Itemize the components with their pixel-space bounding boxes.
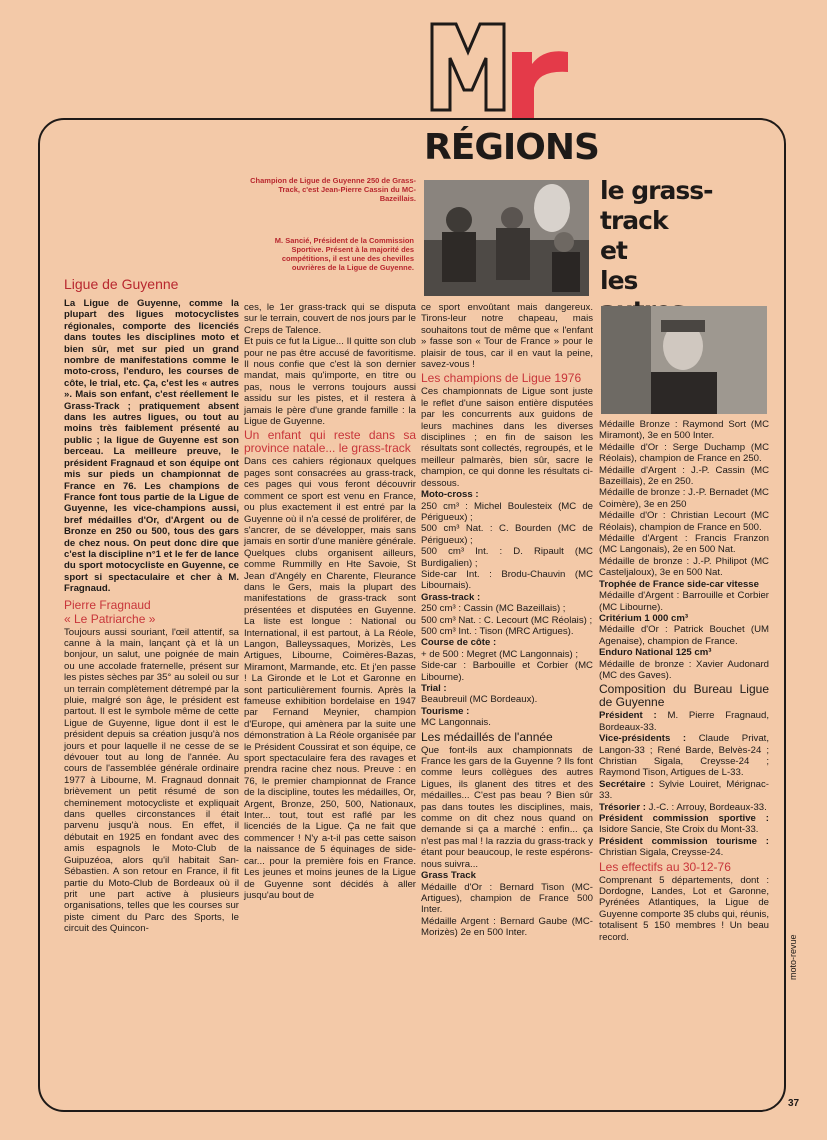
result-line: 250 cm³ : Cassin (MC Bazeillais) ; <box>421 603 566 615</box>
paragraph: ce sport envoûtant mais dangereux. Tirons-leur notre chapeau, mais souhaitons tout de même que « l'enfant » fasse son « Tour de France » pour le plaisir de tous, car il en vaut la peine, savez-vous ! <box>421 302 593 371</box>
bureau-person: Sylvie Louiret, Mérignac-33. <box>599 778 770 802</box>
bureau-entry <box>599 813 769 836</box>
subheading-effectifs: Les effectifs au 30-12-76 <box>599 859 731 874</box>
subheading-enfant: Un enfant qui reste dans sa province natale... le grass-track <box>244 428 416 456</box>
bureau-entry <box>599 733 769 779</box>
result-line: 500 cm³ Nat. : C. Lecourt (MC Réolais) ; <box>421 614 593 626</box>
bureau-list <box>599 710 769 858</box>
result-line: Médaille d'Or : Patrick Bouchet (UM Agenaise), champion de France. <box>599 624 769 647</box>
category-heading: Grass Track <box>421 870 476 882</box>
result-line: Médaille d'Or : Christian Lecourt (MC Réolais), champion de France en 500. <box>599 510 769 533</box>
category-heading: Tourisme : <box>421 705 470 717</box>
heading-ligue: Ligue de Guyenne <box>64 276 179 292</box>
article-title: le grass-track et les <box>600 176 713 295</box>
category-heading: Grass-track : <box>421 591 481 603</box>
subheading-champions: Les champions de Ligue 1976 <box>421 371 582 386</box>
results-list <box>421 489 593 729</box>
bureau-entry <box>599 836 769 859</box>
result-line: + de 500 : Megret (MC Langonnais) ; <box>421 648 579 660</box>
category-heading: Moto-cross : <box>421 489 479 501</box>
subheading-medailles: Les médaillés de l'année <box>421 729 553 744</box>
subheading-bureau: Composition du Bureau Ligue de Guyenne <box>599 682 769 710</box>
bureau-entry <box>599 802 769 813</box>
paragraph: Médaille d'Or : Bernard Tison (MC-Artigues), champion de France 500 Inter. <box>421 881 593 916</box>
column-2 <box>244 302 416 901</box>
bureau-entry <box>599 779 769 802</box>
result-line: Médaille d'Argent : J.-P. Cassin (MC Bazeillais), 2e en 250. <box>599 464 769 488</box>
paragraph: Ces championnats de Ligue sont juste le reflet d'une saison entière disputées par les concurrents aux guidons de leurs machines dans les diverses disciplines ; en fin de saison les résultats sont collectés, regroupés, et le meilleur palmarès, bien sûr, sacre le champion, ce qui donne les résultats ci-dessous. <box>421 386 593 489</box>
category-heading: Trophée de France side-car vitesse <box>599 578 759 590</box>
paragraph: Que font-ils aux championnats de France les gars de la Guyenne ? Ils font comme leurs collègues des autres Ligues, ils glanent des titres et des médailles... C'est pas beau ? Bien sûr pas dans toutes les disciplines, mais, comme on dit chez nous quand on demande si ça a marché : enfin... ça n'est pas mal ! la razzia du grass-track y étant pour beaucoup, le reste espérons-nous suivra... <box>421 744 593 870</box>
category-heading: Trial : <box>421 683 447 694</box>
subheading-patriarche: « Le Patriarche » <box>64 611 156 626</box>
bureau-role: Président : <box>599 710 657 722</box>
bureau-role: Président commission sportive : <box>599 813 769 824</box>
bureau-role: Président commission tourisme : <box>599 835 769 847</box>
paragraph: ces, le 1er grass-track qui se disputa sur le terrain, couvert de nos jours par le Creps de Talence. <box>244 302 416 336</box>
paragraph: Comprenant 5 départements, dont : Dordogne, Landes, Lot et Garonne, Pyrénées Atlantiques, la Ligue de Guyenne comporte 35 clubs qui, réunis, totalisent 5 150 membres ! Un beau record. <box>599 874 769 943</box>
paragraph: Et puis ce fut la Ligue... Il quitte son club pour ne pas être accusé de favoritisme. Il nous confie que c'est là son dernier mandat, mais qu'importe, en titre ou pas, nous le verrons toujours aussi assidu sur les pistes, et il restera à jamais le père d'une grande famille : la Ligue de Guyenne. <box>244 336 416 428</box>
result-line: Médaille d'Argent : Francis Franzon (MC Langonais), 2e en 500 Nat. <box>599 533 769 556</box>
bureau-person: J.-C. : Arrouy, Bordeaux-33. <box>648 801 767 813</box>
mr-logo <box>428 18 578 118</box>
result-line: Médaille de bronze : J.-P. Philipot (MC Casteljaloux), 3e en 500 Nat. <box>599 555 769 579</box>
bureau-role: Secrétaire : <box>599 778 654 790</box>
category-heading: Enduro National 125 cm³ <box>599 647 712 659</box>
bureau-role: Vice-présidents : <box>599 733 687 745</box>
result-line: Side-car Int. : Brodu-Chauvin (MC Libournais). <box>421 568 593 592</box>
result-line: 500 cm³ Nat. : C. Bourden (MC de Périgueux) ; <box>421 523 593 546</box>
result-line: Médaille Bronze : Raymond Sort (MC Miramont), 3e en 500 Inter. <box>599 419 769 442</box>
paragraph: Médaille Argent : Bernard Gaube (MC-Morizès) 2e en 500 Inter. <box>421 915 593 939</box>
result-line: 500 cm³ Int. : D. Ripault (MC Burdigalien) ; <box>421 546 593 569</box>
bureau-person: M. Pierre Fragnaud, Bordeaux-33. <box>599 710 769 733</box>
body-paragraph: Dans ces cahiers régionaux quelques pages sont consacrées au grass-track, ces pages qui vous feront découvrir comment ce sport est venu en France, ou plus exactement il est entré par la Guyenne où il n'a cessé de proliférer, de s'ancrer, de se développer, mais sans jamais en sortir d'une manière générale. Quelques clubs organisent ailleurs, comme Rummilly en Hte Savoie, St Jean d'Angély en Charente, Fleurance dans le Gers, mais la plupart des manifestations de grass-track sont présentées et disputées en Guyenne. La liste est longue : National ou International, il est partout, à La Réole, Langon, Balleyssaques, Morizès, Les Artigues, Libourne, Coimères-Bazas, Miramont, Marmande, etc. Et j'en passe ! La Gironde et le Lot et Garonne en sont particulièrement fournis. Après la fameuse exhibition bordelaise en 1947 par Fernand Meynier, champion d'Europe, qui amènera par la suite une démonstration à La Réole organisée par le Président Coussirat et son équipe, ce sport spectaculaire fera des ravages et prendra racine chez nous. Preuve : en 76, le premier championnat de France de la discipline, toutes les médailles, Or, Argent, Bronze, 250, 500, Nationaux, Inter... tout, tout est raflé par les licenciés de la Ligue. Ça ne fait que commencer ! N'y a-t-il pas cette saison la naissance de 5 équinages de side-car... pour la première fois en France. Les jeunes et moins jeunes de la Ligue de Guyenne sont décidés à aller jusqu'au bout de <box>244 456 416 901</box>
bureau-entry <box>599 710 769 733</box>
column-4 <box>599 419 769 943</box>
result-line: Médaille de bronze : Xavier Audonard (MC des Gaves). <box>599 658 769 681</box>
intro-paragraph: La Ligue de Guyenne, comme la plupart des ligues motocyclistes régionales, comporte des licenciés dans toutes les disciplines moto et bien sûr, met sur pied un grand nombre de manifestations comme le moto-cross, l'enduro, les courses de côte, le trial, etc. Ça, c'est les « autres ». Mais son enfant, c'est réellement le Grass-Track ; pratiquement absent dans les autres ligues, ou tout au moins très faiblement présenté au public ; la ligue de Guyenne est son berceau. La meilleure preuve, le président Fragnaud et son équipe ont mis sur pieds un championnat de France en 76. Les champions de France font tous partie de la Ligue de Guyenne, les vice-champions aussi, bref médailles d'Or, d'Argent ou de Bronze en 250 ou 500, tous des gars de chez nous. On peut donc dire que c'est la discipline n°1 et le fer de lance du sport motocycliste en Guyenne, ce sport si spectaculaire et cher à M. Fragnaud. <box>64 298 239 595</box>
result-line: Médaille d'Argent : Barrouille et Corbier (MC Libourne). <box>599 590 769 613</box>
result-line: 250 cm³ : Michel Boulesteix (MC de Périgueux) ; <box>421 500 593 523</box>
result-line: Beaubreuil (MC Bordeaux). <box>421 694 538 706</box>
photo-president <box>601 306 767 414</box>
category-heading: Course de côte : <box>421 637 497 649</box>
bureau-person: Isidore Sancie, Ste Croix du Mont-33. <box>599 824 759 836</box>
body-paragraph: Toujours aussi souriant, l'œil attentif, sa canne à la main, lançant çà et là un bonjour, un salut, une poignée de main ou une accolade fraternelle, présent sur les pistes sèches par 35° au soleil ou sur un terrain complètement détrempé par la pluie, malgré son âge, le président est partout. Il est le symbole même de cette Ligue de Guyenne, ligue dont il est le président depuis sa création jusqu'à nos jours et pour laquelle il ne cesse de se dévouer tout au long de l'année. Au cours de l'assemblée générale ordinaire 1977 à Libourne, M. Fragnaud donnait brièvement un petit résumé de son cheminement motocycliste et expliquait dans quelles circonstances il était parvenu jusqu'à nous. En effet, il débutait en 1925 en fondant avec des amis espagnols le Moto-Club de Guipuzéoa, alors qu'il habitait San-Sébastien. A son retour en France, il fit partie du Moto-Club de Bordeaux où il prit une part active à plusieurs organisations, telles que les courses sur piste ciment du Parc des Sports, le circuit des Quincon- <box>64 626 239 935</box>
page-number: 37 <box>788 1098 800 1109</box>
result-line: Side-car : Barbouille et Corbier (MC Libourne). <box>421 660 593 683</box>
photo-caption-cassin: Champion de Ligue de Guyenne 250 de Grass-Track, c'est Jean-Pierre Cassin du MC-Bazeillais. <box>250 176 416 203</box>
bureau-role: Trésorier : <box>599 801 646 813</box>
section-title: RÉGIONS <box>424 127 599 168</box>
subheading-fragnaud: Pierre Fragnaud <box>64 597 151 612</box>
column-1 <box>64 276 239 935</box>
result-line: Médaille de bronze : J.-P. Bernadet (MC Coimère), 3e en 250 <box>599 487 769 510</box>
photo-grass-track-group <box>424 180 589 296</box>
result-line: MC Langonnais. <box>421 717 491 729</box>
column-3 <box>421 302 593 939</box>
magazine-name: moto-revue <box>788 934 798 980</box>
bureau-person: Claude Privat, Langon-33 ; René Barde, Belvès-24 ; Christian Sigala, Creysse-24 ; Raymond Tison, Artigues de L-33. <box>599 733 769 779</box>
result-line: Médaille d'Or : Serge Duchamp (MC Réolais), champion de France en 250. <box>599 441 769 465</box>
photo-caption-sancie: M. Sancié, Président de la Commission Sportive. Présent à la majorité des compétitions, il est une des chevilles ouvrières de la Ligue de Guyenne. <box>274 236 414 272</box>
result-line: 500 cm³ Int. : Tison (MRC Artigues). <box>421 625 574 637</box>
bureau-person: Christian Sigala, Creysse-24. <box>599 847 724 859</box>
category-heading: Critérium 1 000 cm³ <box>599 612 689 624</box>
medals-list <box>599 419 769 681</box>
